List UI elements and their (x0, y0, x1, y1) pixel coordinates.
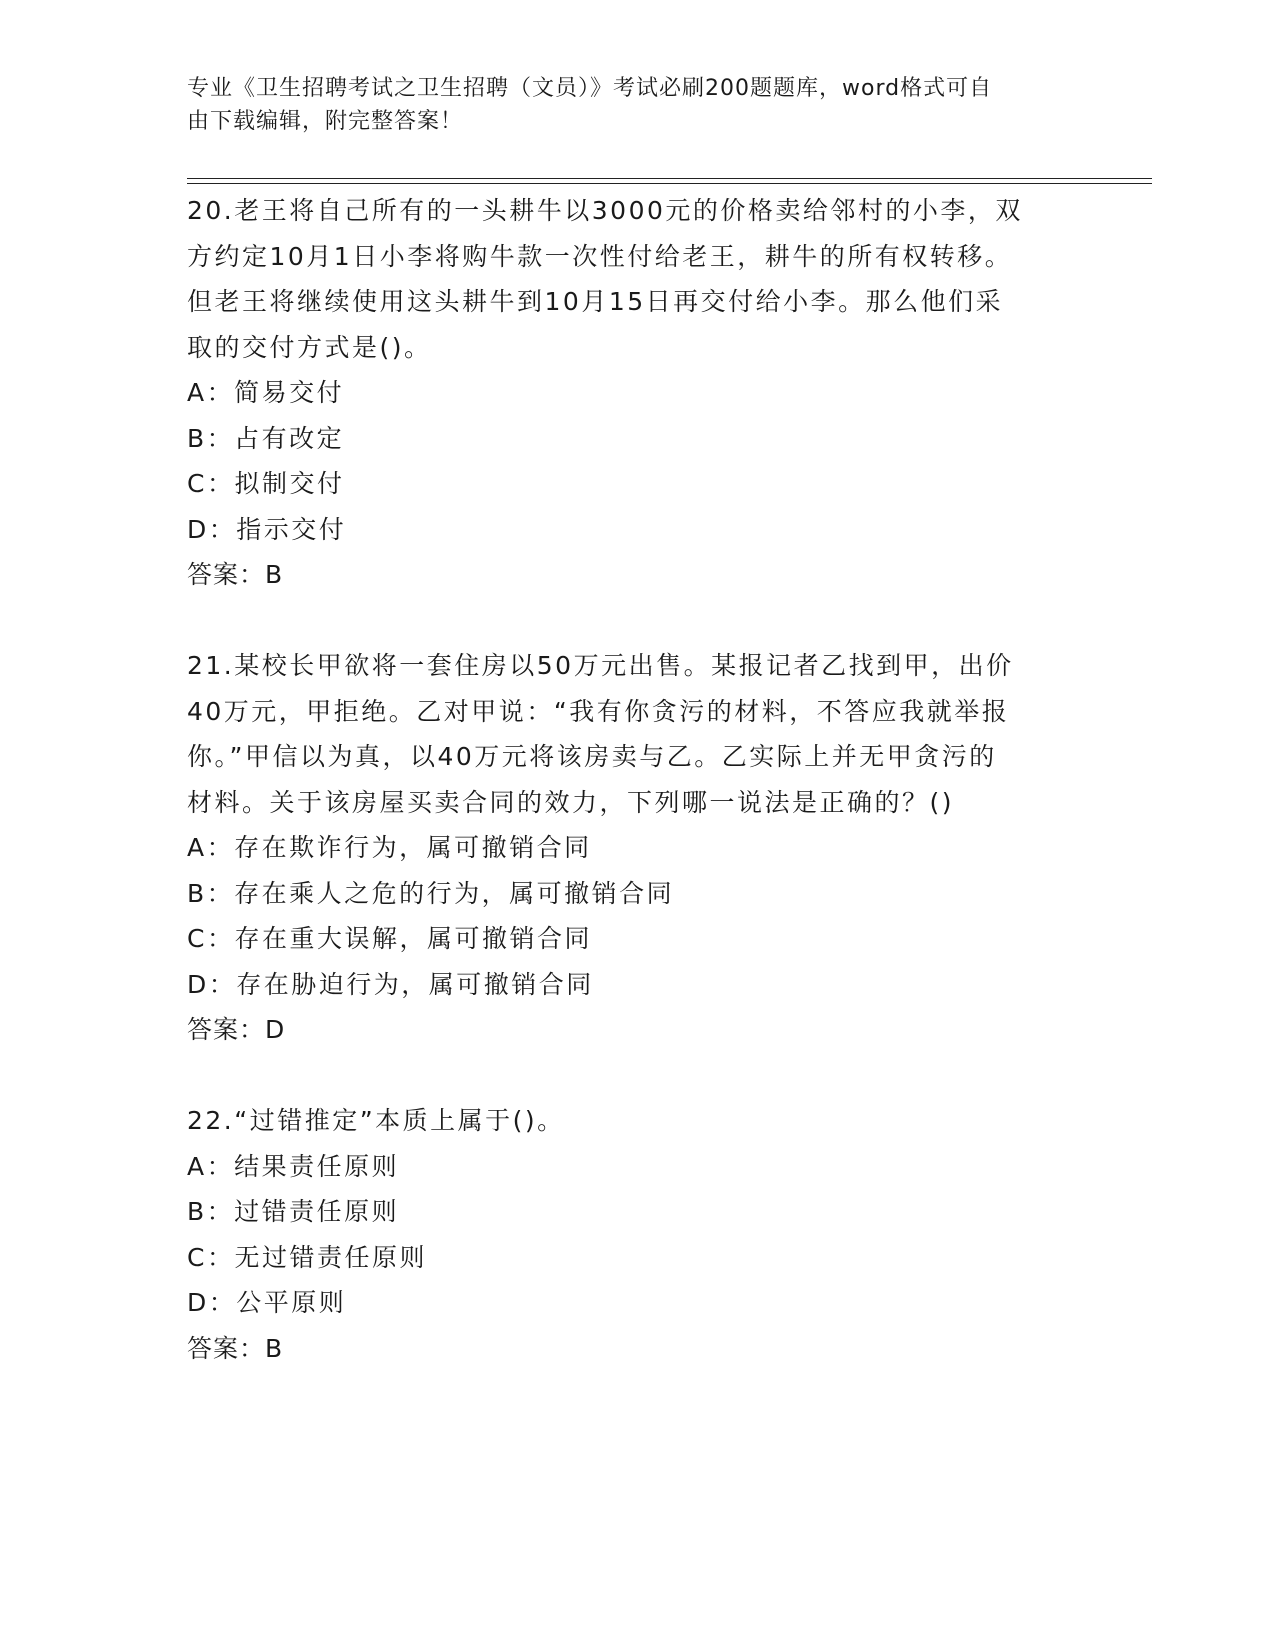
header-line-2: 由下载编辑，附完整答案！ (187, 109, 464, 134)
question-stem-line: 方约定10月1日小李将购牛款一次性付给老王，耕牛的所有权转移。 (187, 241, 1013, 271)
option-b: B：过错责任原则 (187, 1197, 400, 1226)
question-stem-line: 20.老王将自己所有的一头耕牛以3000元的价格卖给邻村的小李，双 (187, 196, 1023, 225)
document-header (187, 72, 1067, 138)
answer: 答案：D (187, 1015, 286, 1044)
question-22 (187, 1098, 1087, 1371)
option-b: B：占有改定 (187, 423, 345, 453)
question-stem-line: 但老王将继续使用这头耕牛到10月15日再交付给小李。那么他们采 (187, 287, 1004, 316)
question-stem-line: 22.“过错推定”本质上属于()。 (187, 1106, 565, 1135)
question-20 (187, 188, 1087, 598)
option-d: D：指示交付 (187, 514, 347, 544)
option-d: D：存在胁迫行为，属可撤销合同 (187, 969, 594, 999)
question-21 (187, 643, 1087, 1053)
question-stem-line: 21.某校长甲欲将一套住房以50万元出售。某报记者乙找到甲，出价 (187, 651, 1014, 680)
option-c: C：拟制交付 (187, 469, 345, 498)
question-stem-line: 取的交付方式是()。 (187, 332, 432, 362)
option-a: A：简易交付 (187, 378, 345, 407)
header-divider-top (187, 178, 1152, 179)
answer: 答案：B (187, 1333, 284, 1363)
question-stem-line: 40万元，甲拒绝。乙对甲说：“我有你贪污的材料，不答应我就举报 (187, 696, 1010, 726)
header-divider-bottom (187, 183, 1152, 184)
answer: 答案：B (187, 560, 284, 589)
header-line-1: 专业《卫生招聘考试之卫生招聘（文员）》考试必刷200题题库，word格式可自 (187, 76, 993, 101)
option-b: B：存在乘人之危的行为，属可撤销合同 (187, 878, 675, 908)
option-a: A：存在欺诈行为，属可撤销合同 (187, 833, 592, 862)
option-a: A：结果责任原则 (187, 1151, 400, 1181)
option-d: D：公平原则 (187, 1288, 347, 1317)
question-stem-line: 材料。关于该房屋买卖合同的效力，下列哪一说法是正确的？() (187, 787, 955, 817)
option-c: C：无过错责任原则 (187, 1242, 427, 1272)
option-c: C：存在重大误解，属可撤销合同 (187, 924, 592, 953)
question-stem-line: 你。”甲信以为真，以40万元将该房卖与乙。乙实际上并无甲贪污的 (187, 742, 997, 771)
